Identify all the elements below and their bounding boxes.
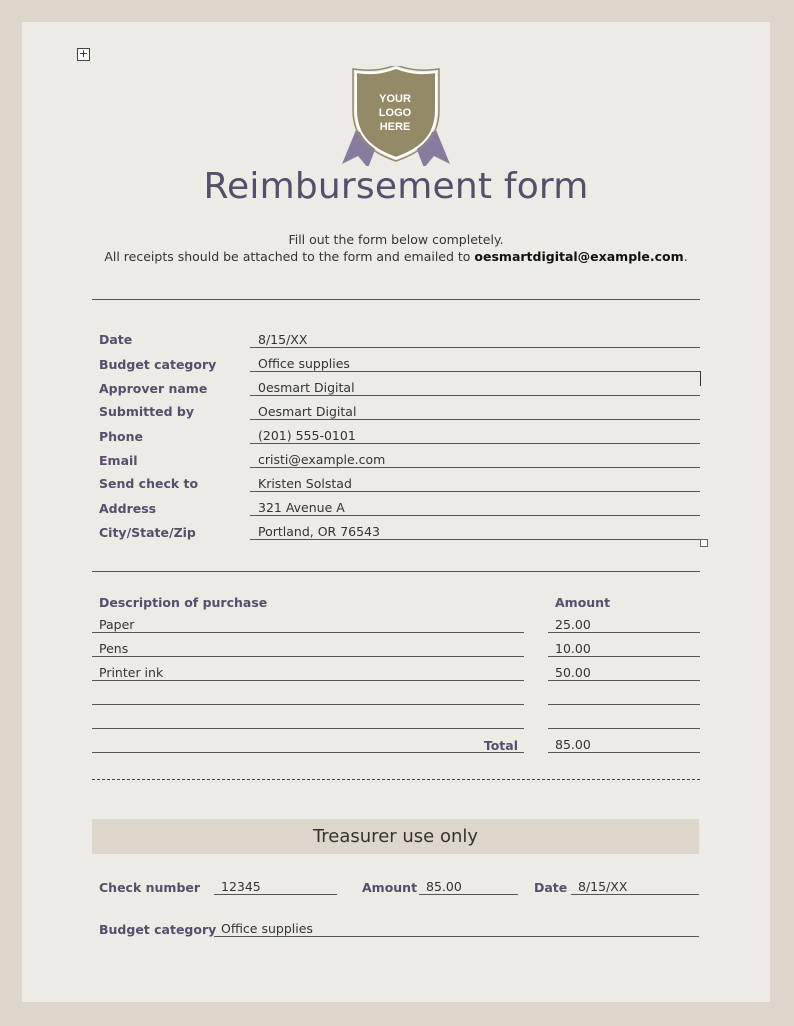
- field-date[interactable]: 8/15/XX: [250, 332, 700, 348]
- logo-line-2: LOGO: [378, 107, 412, 119]
- treasurer-amount-field[interactable]: 85.00: [419, 879, 518, 895]
- cut-line: [92, 779, 700, 780]
- field-budget-category[interactable]: Office supplies: [250, 356, 700, 372]
- intro-line-2: [22, 248, 770, 265]
- total-label: Total: [483, 738, 518, 753]
- intro-line-2-text: All receipts should be attached to the form and emailed to: [104, 249, 475, 264]
- logo-line-1: YOUR: [379, 93, 411, 105]
- field-email[interactable]: cristi@example.com: [250, 452, 700, 468]
- field-city-state-zip[interactable]: Portland, OR 76543: [250, 524, 700, 540]
- purchase-description[interactable]: Pens: [92, 641, 524, 657]
- amount-label: Amount: [362, 880, 418, 895]
- field-label-submitted-by: Submitted by: [99, 404, 194, 419]
- intro-line-2-end: .: [683, 249, 688, 264]
- field-label-budget-category: Budget category: [99, 357, 217, 372]
- field-label-city-state-zip: City/State/Zip: [99, 525, 196, 540]
- text-cursor: [700, 371, 701, 386]
- logo: [340, 66, 452, 166]
- divider: [92, 571, 700, 572]
- purchase-amount[interactable]: 10.00: [548, 641, 700, 657]
- purchase-description[interactable]: Printer ink: [92, 665, 524, 681]
- table-move-handle-icon[interactable]: +: [78, 47, 89, 60]
- field-phone[interactable]: (201) 555-0101: [250, 428, 700, 444]
- check-number-field[interactable]: 12345: [214, 879, 337, 895]
- intro-line-1: Fill out the form below completely.: [288, 232, 504, 247]
- budget-category-label: Budget category: [99, 922, 217, 937]
- field-label-approver-name: Approver name: [99, 381, 208, 396]
- field-address[interactable]: 321 Avenue A: [250, 500, 700, 516]
- purchase-amount[interactable]: [548, 689, 700, 705]
- field-send-check-to[interactable]: Kristen Solstad: [250, 476, 700, 492]
- logo-line-3: HERE: [379, 121, 411, 133]
- treasurer-date-field[interactable]: 8/15/XX: [571, 879, 699, 895]
- treasurer-budget-category-field[interactable]: Office supplies: [214, 921, 699, 937]
- amount-header: Amount: [555, 595, 611, 610]
- description-header: Description of purchase: [99, 595, 268, 610]
- purchase-amount[interactable]: 50.00: [548, 665, 700, 681]
- treasurer-heading: Treasurer use only: [92, 819, 699, 854]
- divider: [92, 299, 700, 300]
- intro-text: [22, 231, 770, 265]
- field-approver-name[interactable]: 0esmart Digital: [250, 380, 700, 396]
- purchase-amount[interactable]: 25.00: [548, 617, 700, 633]
- page-title: Reimbursement form: [203, 166, 589, 207]
- purchase-description[interactable]: Paper: [92, 617, 524, 633]
- contact-email[interactable]: oesmartdigital@example.com: [474, 249, 684, 264]
- logo-text: [355, 92, 435, 134]
- field-label-address: Address: [99, 501, 157, 516]
- field-label-send-check-to: Send check to: [99, 476, 199, 491]
- date-label: Date: [534, 880, 568, 895]
- check-number-label: Check number: [99, 880, 201, 895]
- field-label-email: Email: [99, 453, 138, 468]
- field-label-phone: Phone: [99, 429, 144, 444]
- purchase-description[interactable]: [92, 689, 524, 705]
- field-submitted-by[interactable]: Oesmart Digital: [250, 404, 700, 420]
- field-label-date: Date: [99, 332, 133, 347]
- table-resize-handle-icon[interactable]: [700, 539, 708, 547]
- total-amount[interactable]: 85.00: [548, 737, 700, 753]
- purchase-amount[interactable]: [548, 713, 700, 729]
- document-page: [22, 22, 770, 1002]
- purchase-description[interactable]: [92, 713, 524, 729]
